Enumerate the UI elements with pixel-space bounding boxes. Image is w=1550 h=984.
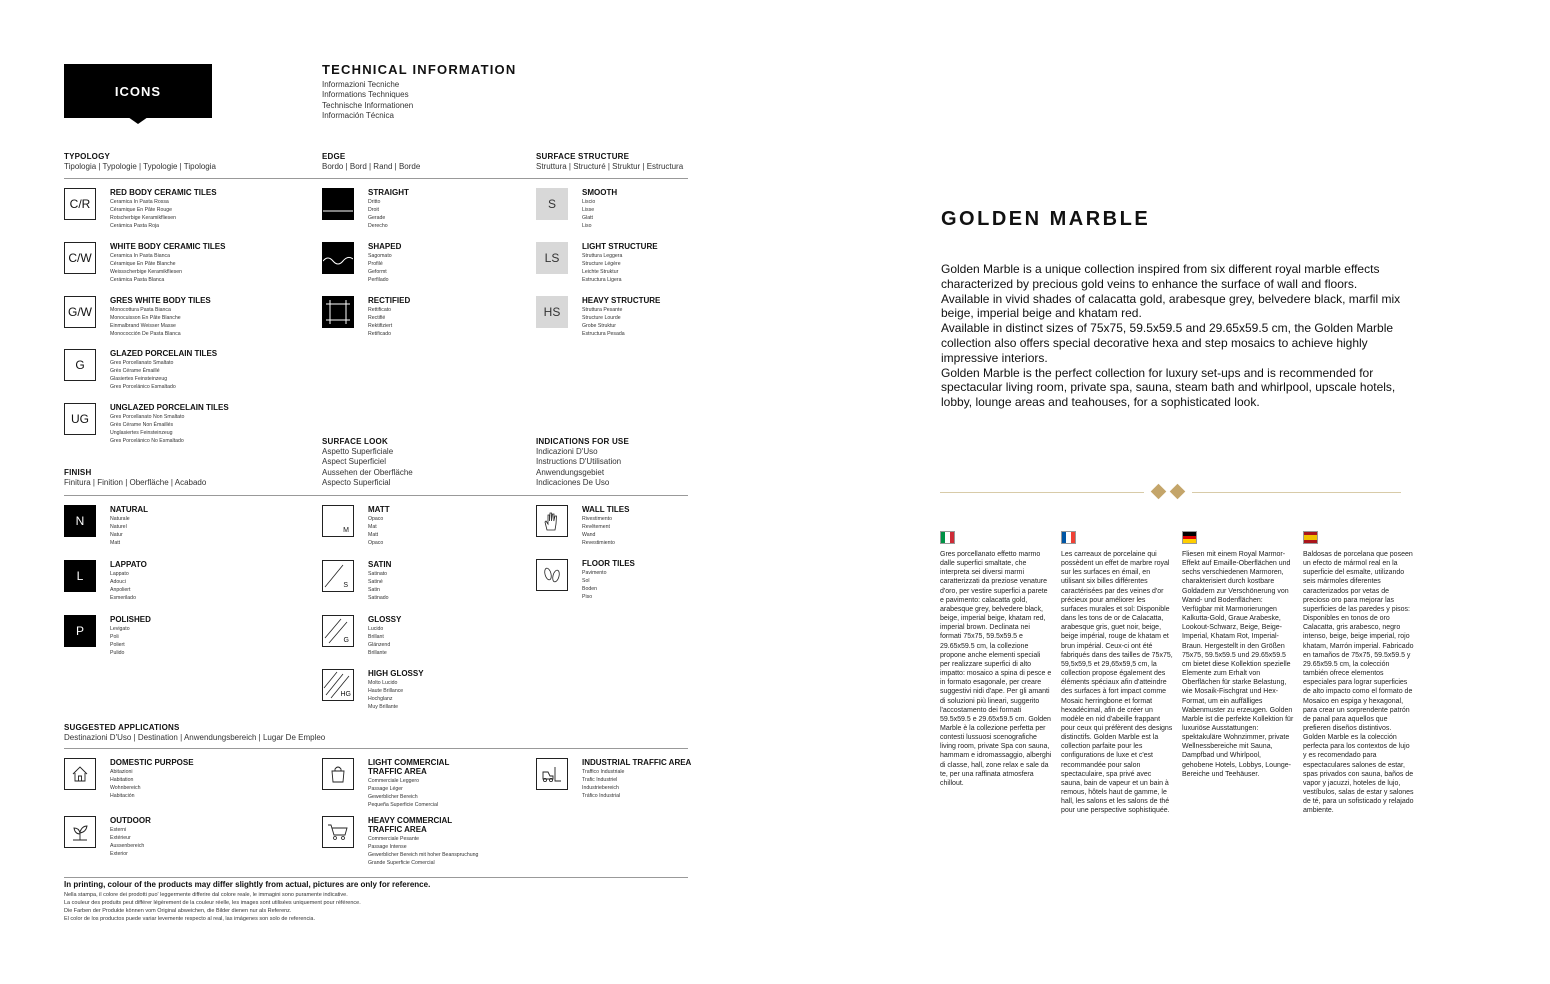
plant-icon xyxy=(64,816,96,848)
item-line: Esterni xyxy=(110,827,127,833)
item-line: Opaco xyxy=(368,540,384,546)
shaped-edge-icon xyxy=(322,242,354,274)
shopping-cart-icon xyxy=(322,816,354,848)
item-line: Extérieur xyxy=(110,835,131,841)
ornament-line-right xyxy=(1192,492,1401,493)
item-line: Leichte Struktur xyxy=(582,269,619,275)
item-line: Weissscherbige Keramikfliesen xyxy=(110,269,182,275)
applications-sub: Destinazioni D'Uso | Destination | Anwendungsbereich | Lugar De Empleo xyxy=(64,733,326,742)
item-title: LIGHT STRUCTURE xyxy=(582,242,658,251)
item-line: Revestimiento xyxy=(582,540,615,546)
technical-title: TECHNICAL INFORMATION xyxy=(322,62,517,77)
sub-line: Aussehen der Oberfläche xyxy=(322,467,413,477)
item-line: Trafic Industriel xyxy=(582,777,618,783)
item-title: RED BODY CERAMIC TILES xyxy=(110,188,217,197)
matt-code: M xyxy=(343,527,349,534)
collection-description xyxy=(941,262,1411,410)
item-line: Opaco xyxy=(368,516,384,522)
item-line: Einmalbrand Weisser Masse xyxy=(110,323,176,329)
item-line: Passage Léger xyxy=(368,786,403,792)
item-title: LAPPATO xyxy=(110,560,147,569)
sub-line: Aspetto Superficiale xyxy=(322,447,394,456)
high-glossy-code: HG xyxy=(340,691,351,698)
item-title: HEAVY STRUCTURE xyxy=(582,296,661,305)
item-line: Pequeña Superficie Comercial xyxy=(368,802,439,808)
icons-tab-label: ICONS xyxy=(114,83,162,99)
item-line: Derecho xyxy=(368,223,388,229)
item-line: Pavimento xyxy=(582,570,607,576)
indications-title: INDICATIONS FOR USE xyxy=(536,437,629,446)
item-line: Céramique En Pâte Blanche xyxy=(110,261,176,267)
item-line: Gres Porcelánico No Esmaltado xyxy=(110,438,184,444)
gw-icon: G/W xyxy=(64,296,96,328)
edge-item-shaped xyxy=(322,242,401,284)
footer-line: Die Farben der Produkte können vom Original abweichen, die Bilder dienen nur als Referenz. xyxy=(64,908,292,914)
ornament-diamond-icon xyxy=(1170,484,1186,500)
item-line: Natur xyxy=(110,532,123,538)
icons-tab xyxy=(64,64,212,118)
item-line: Monocuisson En Pâte Blanche xyxy=(110,315,181,321)
item-title: SATIN xyxy=(368,560,392,569)
item-line: Exterior xyxy=(110,851,128,857)
item-line: Pulido xyxy=(110,650,125,656)
polished-icon: P xyxy=(64,615,96,647)
italian-description: Gres porcellanato effetto marmo dalle superfici smaltate, che interpreta sei diversi marmi caratterizzati da preziose venature d'oro, per vestire superfici a parete e pavimento: calacatta gold, arabesque grey, belvedere black, beige, imperial beige, khatam red, imperial brown. Declinata nei formati 75x75, 59.5x59.5 e 29.65x59.5 cm, la collezione propone anche elementi speciali per realizzare superfici di alto impatto: mosaico a spina di pesce e in formato esagonale, per creare suggestivi nidi d'ape. Per gli amanti di soluzioni più lineari, suggerito l'accostamento dei formati 59.5x59.5 e 29.65x59.5 cm. Golden Marble è la collezione perfetta per contesti lussuosi scenografiche living room, private Spa con sauna, hammam e idromassaggio, alberghi di classe, hall, zone relax e sale da te, per una raffinata atmosfera chillout. xyxy=(940,551,1052,787)
item-line: Estructura Ligera xyxy=(582,277,622,283)
ug-icon: UG xyxy=(64,403,96,435)
item-line: Haute Brillance xyxy=(368,688,404,694)
typology-item-cw xyxy=(64,242,225,284)
item-title: GLOSSY xyxy=(368,615,402,624)
item-line: Céramique En Pâte Rouge xyxy=(110,207,172,213)
item-line: Satinato xyxy=(368,571,388,577)
item-line: Traffico Industriale xyxy=(582,769,625,775)
indication-item-floor xyxy=(536,559,635,601)
item-line: Satiné xyxy=(368,579,383,585)
ornament-diamond-icon xyxy=(1151,484,1167,500)
item-line: Profilé xyxy=(368,261,383,267)
application-heavy-commercial xyxy=(322,816,508,867)
application-domestic xyxy=(64,758,194,800)
footer-disclaimer: In printing, colour of the products may differ slightly from actual, pictures are only for reference. xyxy=(64,880,431,889)
finish-item-polished xyxy=(64,615,151,657)
item-line: Naturale xyxy=(110,516,130,522)
item-line: Struttura Leggera xyxy=(582,253,623,259)
item-line: Molto Lucido xyxy=(368,680,398,686)
item-line: Liscio xyxy=(582,199,596,205)
french-description: Les carreaux de porcelaine qui possèdent un effet de marbre royal sur les surfaces en émail, en utilisant six billes différentes caractérisées par des veines d'or précieux pour améliorer les surfaces murales et sol: Disponible dans les tons de or de Calacatta, arabesque gris, guet noir, beige, beige impérial, rouge de khatam et brun impérial. Ceux-ci ont été fabriqués dans des tailles de 75x75, 59,5x59,5 et 29,65x59,5 cm, la collection propose également des éléments spéciaux afin d'atteindre des surfaces à fort impact comme Mosaic herringbone et format hexadécimal, afin de créer un modèle en nid d'abeille frappant pour ceux qui préfèrent des designs distinctifs. Golden Marble est la collection parfaite pour les configurations de luxe et c'est recommandée pour salon spectaculaire, spa privé avec sauna, bain de vapeur et un bain à remous, hôtels haut de gamme, le hall, les salons et les salons de thé pour une perspective sophistiquée. xyxy=(1061,551,1173,815)
straight-edge-icon xyxy=(322,188,354,220)
typology-sub: Tipologia | Typologie | Typologie | Tipologia xyxy=(64,162,216,171)
item-line: Monococción De Pasta Blanca xyxy=(110,331,181,337)
item-line: Dritto xyxy=(368,199,381,205)
light-structure-icon: LS xyxy=(536,242,568,274)
edge-item-straight xyxy=(322,188,409,230)
item-line: Droit xyxy=(368,207,379,213)
sub-line: Anwendungsgebiet xyxy=(536,467,605,477)
smooth-icon: S xyxy=(536,188,568,220)
item-title: RECTIFIED xyxy=(368,296,411,305)
item-line: Gewerblicher Bereich xyxy=(368,794,418,800)
description-paragraph: Available in vivid shades of calacatta gold, arabesque grey, belvedere black, marfil mix beige, imperial beige and khatam red. xyxy=(941,291,1401,321)
item-line: Unglasiertes Feinsteinzeug xyxy=(110,430,173,436)
typology-title: TYPOLOGY xyxy=(64,152,111,161)
item-line: Sagomato xyxy=(368,253,392,259)
item-line: Lisse xyxy=(582,207,595,213)
germany-flag-icon xyxy=(1182,531,1197,544)
item-line: Rivestimento xyxy=(582,516,612,522)
item-line: Glatt xyxy=(582,215,593,221)
technical-sub: Información Técnica xyxy=(322,111,394,121)
item-title: LIGHT COMMERCIAL TRAFFIC AREA xyxy=(368,758,450,776)
typology-item-gw xyxy=(64,296,211,338)
item-title: INDUSTRIAL TRAFFIC AREA xyxy=(582,758,692,767)
glossy-code: G xyxy=(343,637,349,644)
sub-line: Aspect Superficiel xyxy=(322,457,387,467)
item-line: Commerciale Pesante xyxy=(368,836,420,842)
item-line: Gres Porcellanato Smaltato xyxy=(110,360,174,366)
item-line: Esmerilado xyxy=(110,595,136,601)
matt-icon xyxy=(322,505,354,537)
structure-item-light xyxy=(536,242,658,284)
item-title: POLISHED xyxy=(110,615,151,624)
france-flag-icon xyxy=(1061,531,1076,544)
surface-look-title: SURFACE LOOK xyxy=(322,437,388,446)
structure-item-heavy xyxy=(536,296,660,338)
finish-sub: Finitura | Finition | Oberfläche | Acabado xyxy=(64,478,207,487)
technical-subtitles xyxy=(322,80,413,122)
item-line: Cerámica Pasta Blanca xyxy=(110,277,165,283)
description-paragraph: Available in distinct sizes of 75x75, 59.5x59.5 and 29.65x59.5 cm, the Golden Marble collection also offers special decorative hexa and step mosaics to achieve highly impressive interiors. xyxy=(941,321,1394,365)
indications-subs xyxy=(536,447,621,489)
item-title: NATURAL xyxy=(110,505,149,514)
item-line: Muy Brillante xyxy=(368,704,398,710)
description-paragraph: Golden Marble is the perfect collection for luxury set-ups and is recommended for spectacular living room, private spa, sauna, steam bath and whirlpool, upscale hotels, lobby, lounge areas and teahouses, for a sophisticated look. xyxy=(941,365,1396,410)
cw-icon: C/W xyxy=(64,242,96,274)
item-title: MATT xyxy=(368,505,390,514)
g-icon: G xyxy=(64,349,96,381)
natural-icon: N xyxy=(64,505,96,537)
indication-item-wall xyxy=(536,505,629,547)
item-line: Gres Porcelánico Esmaltado xyxy=(110,384,176,390)
item-line: Hochglanz xyxy=(368,696,393,702)
glossy-icon xyxy=(322,615,354,647)
german-description: Fliesen mit einem Royal Marmor-Effekt auf Emaille-Oberflächen und sechs verschiedenen Marmoren, charakterisiert durch kostbare Goldadern zur Verschönerung von Wand- und Bodenflächen: Verfügbar mit Marmorierungen Kalkutta-Gold, Graue Arabeske, Lookout-Schwarz, Beige, Beige-Imperial, Khatam Rot, Imperial-Braun. Hergestellt in den Größen 75x75, 59.5x59.5 und 29.65x59.5 cm bietet diese Kollektion spezielle Elemente zum Erhalt von Oberflächen für starke Belastung, wie Mosaik-Fischgrat und Hex-Format, um ein auffälliges Wabenmuster zu erzeugen. Golden Marble ist die perfekte Kollektion für luxuriöse Ausstattungen: spektakuläre Wohnzimmer, private Wellnessbereiche mit Sauna, Dampfbad und Whirlpool, gehobene Hotels, Lobbys, Lounge-Bereiche und Teehäuser. xyxy=(1182,551,1294,778)
item-line: Grès Cérame Émaillé xyxy=(110,368,160,374)
item-line: Habitación xyxy=(110,793,135,799)
divider xyxy=(64,748,688,749)
sub-line: Indicaciones De Uso xyxy=(536,478,610,488)
item-title: SHAPED xyxy=(368,242,402,251)
finish-item-lappato xyxy=(64,560,147,602)
item-line: Rektifiziert xyxy=(368,323,393,329)
rectified-edge-icon xyxy=(322,296,354,328)
item-line: Matt xyxy=(368,532,379,538)
item-line: Naturel xyxy=(110,524,127,530)
item-line: Structure Lourde xyxy=(582,315,621,321)
item-line: Passage Intense xyxy=(368,844,407,850)
sub-line: Indicazioni D'Uso xyxy=(536,447,598,456)
hand-icon xyxy=(536,505,568,537)
item-line: Gres Porcellanato Non Smaltato xyxy=(110,414,185,420)
item-line: Rettificato xyxy=(368,307,392,313)
edge-sub: Bordo | Bord | Rand | Borde xyxy=(322,162,421,171)
italy-flag-icon xyxy=(940,531,955,544)
item-line: Mat xyxy=(368,524,377,530)
heavy-structure-icon: HS xyxy=(536,296,568,328)
item-line: Habitation xyxy=(110,777,134,783)
structure-item-smooth xyxy=(536,188,617,230)
technical-sub: Technische Informationen xyxy=(322,100,414,110)
application-industrial xyxy=(536,758,691,800)
item-line: Aussenbereich xyxy=(110,843,145,849)
item-title: GRES WHITE BODY TILES xyxy=(110,296,211,305)
item-line: Monocottura Pasta Bianca xyxy=(110,307,171,313)
divider xyxy=(64,877,688,878)
edge-title: EDGE xyxy=(322,152,346,161)
item-line: Structure Légère xyxy=(582,261,621,267)
footer-line: El color de los productos puede variar levemente respecto al real, las imágenes son solo de referencia. xyxy=(64,916,315,922)
item-line: Abitazioni xyxy=(110,769,133,775)
application-outdoor xyxy=(64,816,151,858)
item-title: OUTDOOR xyxy=(110,816,151,825)
item-line: Gerade xyxy=(368,215,386,221)
item-line: Glänzend xyxy=(368,642,391,648)
item-line: Lappato xyxy=(110,571,129,577)
item-title: WHITE BODY CERAMIC TILES xyxy=(110,242,226,251)
item-line: Struttura Pesante xyxy=(582,307,623,313)
item-line: Adouci xyxy=(110,579,126,585)
item-line: Cerámica Pasta Roja xyxy=(110,223,160,229)
footprints-icon xyxy=(536,559,568,591)
item-line: Commerciale Leggero xyxy=(368,778,420,784)
item-line: Brillant xyxy=(368,634,384,640)
item-title: UNGLAZED PORCELAIN TILES xyxy=(110,403,229,412)
technical-sub: Informazioni Tecniche xyxy=(322,80,400,89)
item-line: Satinado xyxy=(368,595,389,601)
footer-line: La couleur des produits peut différer légèrement de la couleur réelle, les images sont utilisées uniquement pour référence. xyxy=(64,900,361,906)
item-line: Anpoliert xyxy=(110,587,131,593)
typology-item-ug xyxy=(64,403,229,445)
item-title: HIGH GLOSSY xyxy=(368,669,424,678)
cr-icon: C/R xyxy=(64,188,96,220)
footer-translations xyxy=(64,891,361,923)
item-line: Sol xyxy=(582,578,590,584)
item-line: Satin xyxy=(368,587,380,593)
typology-item-cr xyxy=(64,188,217,230)
item-line: Poliert xyxy=(110,642,125,648)
forklift-icon xyxy=(536,758,568,790)
item-line: Rectifié xyxy=(368,315,386,321)
sub-line: Aspecto Superficial xyxy=(322,478,391,488)
satin-code: S xyxy=(343,582,348,589)
item-line: Ceramica In Pasta Rossa xyxy=(110,199,169,205)
item-title: FLOOR TILES xyxy=(582,559,635,568)
house-icon xyxy=(64,758,96,790)
item-title: WALL TILES xyxy=(582,505,630,514)
divider xyxy=(64,495,688,496)
look-item-glossy xyxy=(322,615,401,657)
item-line: Gewerblicher Bereich mit hoher Beanspruchung xyxy=(368,852,479,858)
surface-look-subs xyxy=(322,447,413,489)
item-line: Lucido xyxy=(368,626,384,632)
look-item-high-glossy xyxy=(322,669,424,711)
spanish-description: Baldosas de porcelana que poseen un efecto de mármol real en la superficie del esmalte, utilizando seis mármoles diferentes caracterizados por vetas de precioso oro para mejorar las superficies de las paredes y pisos: Disponibles en tonos de oro Calacatta, gris arabesco, negro intenso, beige, beige imperial, rojo khatam, Marrón imperial. Fabricado en tamaños de 75x75, 59.5x59.5 y 29.65x59.5 cm, la colección también ofrece elementos especiales para lograr superficies de alto impacto como el formato de Mosaico en espiga y hexagonal, para crear un sorprendente patrón de panal para aquellos que prefieren diseños distintivos. Golden Marble es la colección perfecta para los contextos de lujo y es recomendado para espectaculares salones de estar, spas privados con sauna, baños de vapor y jacuzzi, hoteles de lujo, vestíbulos, salas de estar y salones de té, para un sofisticado y relajado ambiente. xyxy=(1303,551,1414,815)
sub-line: Instructions D'Utilisation xyxy=(536,457,622,467)
technical-sub: Informations Techniques xyxy=(322,90,409,100)
item-line: Revêtement xyxy=(582,524,610,530)
item-title: STRAIGHT xyxy=(368,188,409,197)
shopping-bag-icon xyxy=(322,758,354,790)
item-title: GLAZED PORCELAIN TILES xyxy=(110,349,218,358)
lappato-icon: L xyxy=(64,560,96,592)
item-line: Brillante xyxy=(368,650,387,656)
edge-item-rectified xyxy=(322,296,410,338)
look-item-satin xyxy=(322,560,391,602)
item-line: Grès Cérame Non Émaillés xyxy=(110,422,174,428)
surface-structure-sub: Struttura | Structuré | Struktur | Estructura xyxy=(536,162,684,171)
ornament-line-left xyxy=(940,492,1144,493)
spain-flag-icon xyxy=(1303,531,1318,544)
collection-title: GOLDEN MARBLE xyxy=(941,208,1151,230)
finish-title: FINISH xyxy=(64,468,92,477)
high-glossy-icon xyxy=(322,669,354,701)
item-line: Retificado xyxy=(368,331,392,337)
application-light-commercial xyxy=(322,758,458,809)
item-title: SMOOTH xyxy=(582,188,618,197)
item-line: Estructura Pesada xyxy=(582,331,625,337)
divider xyxy=(64,178,688,179)
item-line: Wohnbereich xyxy=(110,785,141,791)
item-line: Rotscherbige Keramikfliesen xyxy=(110,215,177,221)
item-line: Levigato xyxy=(110,626,130,632)
footer-line: Nella stampa, il colore dei prodotti puo' leggermente differire dal colore reale, le immagini sono puramente indicative. xyxy=(64,892,348,898)
satin-icon xyxy=(322,560,354,592)
item-line: Grobe Struktur xyxy=(582,323,617,329)
item-title: DOMESTIC PURPOSE xyxy=(110,758,194,767)
item-line: Tráfico Industrial xyxy=(582,793,621,799)
typology-item-g xyxy=(64,349,217,391)
item-title: HEAVY COMMERCIAL TRAFFIC AREA xyxy=(368,816,453,834)
item-line: Ceramica In Pasta Bianca xyxy=(110,253,170,259)
surface-structure-title: SURFACE STRUCTURE xyxy=(536,152,630,161)
item-line: Grande Superficie Comercial xyxy=(368,860,435,866)
item-line: Piso xyxy=(582,594,593,600)
look-item-matt xyxy=(322,505,390,547)
description-paragraph: Golden Marble is a unique collection inspired from six different royal marble effects characterized by precious gold veins to enhance the surface of wall and floors. xyxy=(941,262,1380,291)
item-line: Industriebereich xyxy=(582,785,619,791)
item-line: Perfilado xyxy=(368,277,389,283)
item-line: Geformt xyxy=(368,269,387,275)
item-line: Liso xyxy=(582,223,592,229)
finish-item-natural xyxy=(64,505,148,547)
applications-title: SUGGESTED APPLICATIONS xyxy=(64,723,180,732)
item-line: Wand xyxy=(582,532,596,538)
item-line: Matt xyxy=(110,540,121,546)
item-line: Poli xyxy=(110,634,119,640)
item-line: Boden xyxy=(582,586,598,592)
item-line: Glasiertes Feinsteinzeug xyxy=(110,376,168,382)
